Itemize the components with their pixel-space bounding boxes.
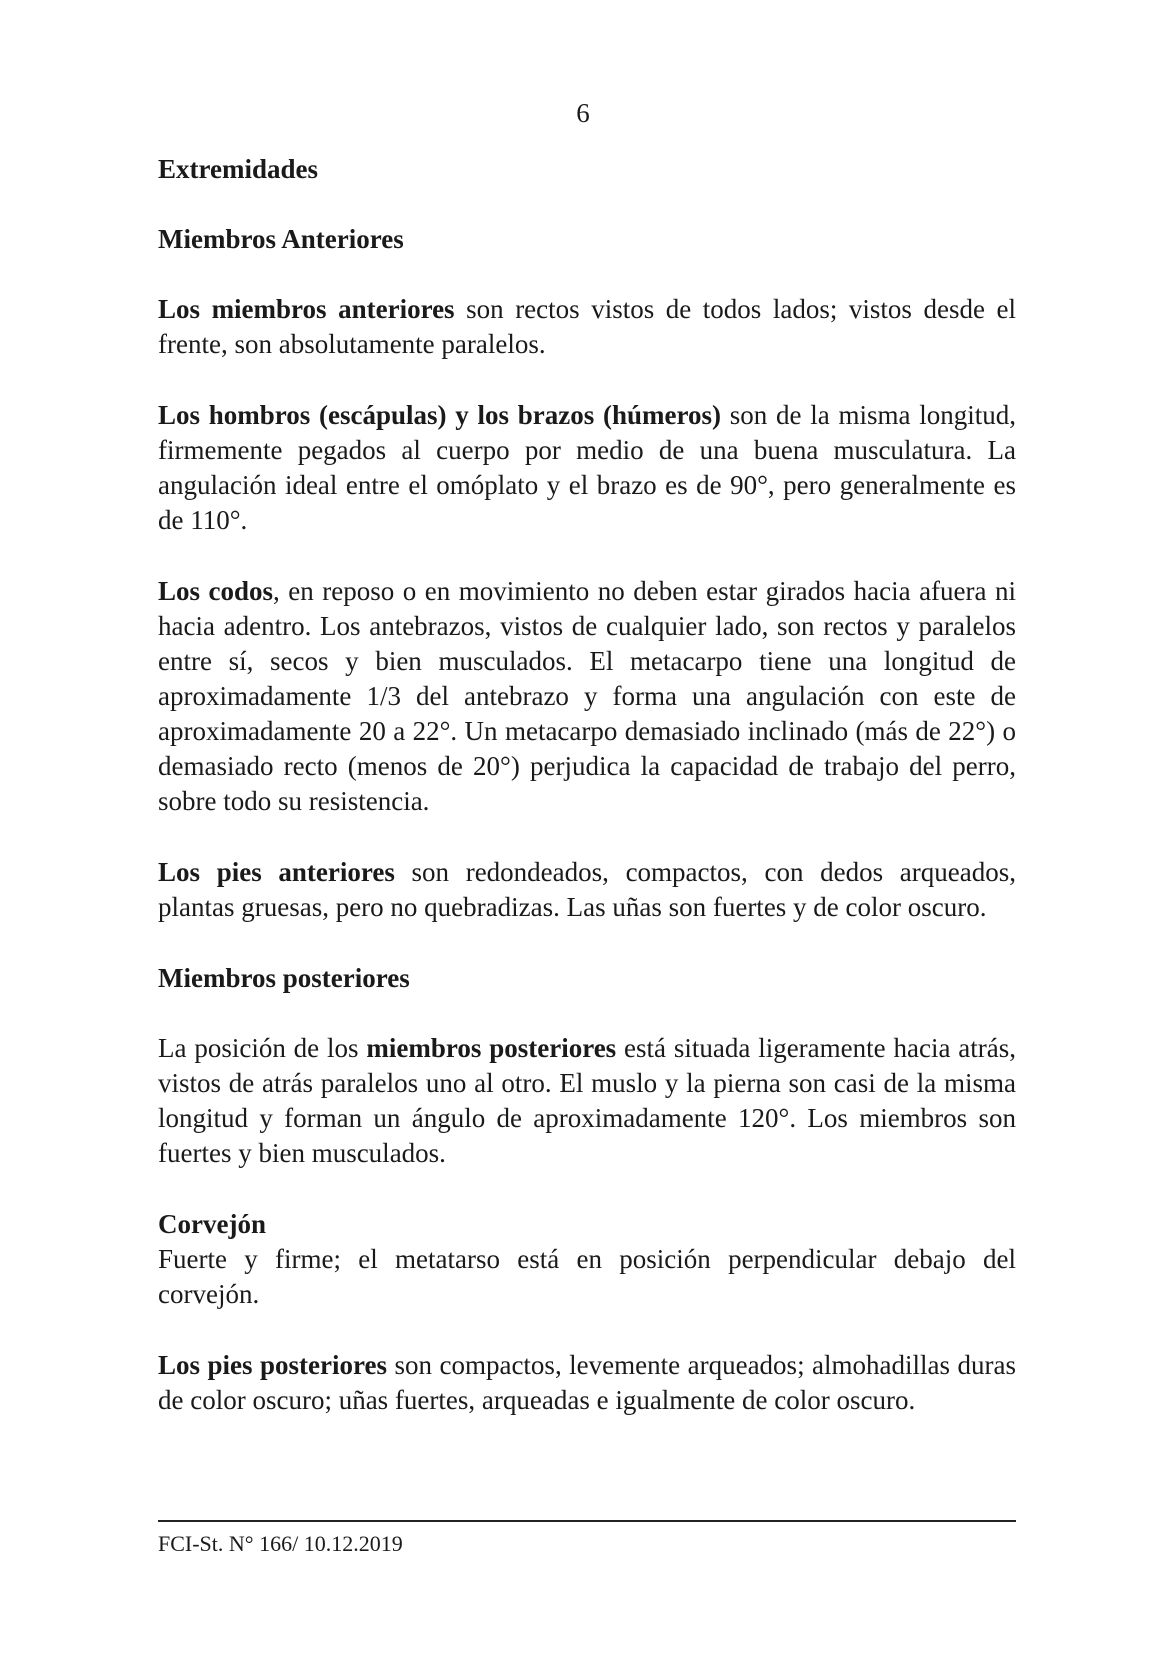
hindfeet-paragraph (158, 1348, 1016, 1418)
forequarters-text: son rectos vistos de todos lados; vistos desde el frente, son absolutamente paralelos. (158, 294, 1016, 359)
elbows-text: , en reposo o en movimiento no deben estar girados hacia afuera ni hacia adentro. Los antebrazos, vistos de cualquier lado, son rectos y paralelos entre sí, secos y bien musculados. El metacarpo tiene una longitud de aproximadamente 1/3 del antebrazo y forma una angulación con este de aproximadamente 20 a 22°. Un metacarpo demasiado inclinado (más de 22°) o demasiado recto (menos de 20°) perjudica la capacidad de trabajo del perro, sobre todo su resistencia. (158, 576, 1017, 816)
forequarters-heading: Miembros Anteriores (158, 224, 404, 254)
forefeet-term: Los pies anteriores (158, 857, 395, 887)
footer-divider (158, 1520, 1016, 1522)
section-title: Extremidades (158, 154, 318, 184)
shoulders-term: Los hombros (escápulas) y los brazos (húmeros) (158, 400, 722, 430)
forequarters-term: Los miembros anteriores (158, 294, 455, 324)
forefeet-paragraph (158, 855, 1016, 925)
footer-reference: FCI-St. N° 166/ 10.12.2019 (158, 1531, 403, 1556)
elbows-term: Los codos (158, 576, 274, 606)
hock-heading: Corvejón (158, 1209, 266, 1239)
hock-paragraph: Fuerte y firme; el metatarso está en posición perpendicular debajo del corvejón. (158, 1244, 1016, 1309)
hindquarters-heading: Miembros posteriores (158, 963, 410, 993)
document-body (158, 152, 1016, 1418)
hindquarters-intro: La posición de los (158, 1033, 367, 1063)
hindquarters-paragraph (158, 1031, 1016, 1171)
page-number: 6 (576, 98, 590, 128)
hindfeet-text: son compactos, levemente arqueados; almohadillas duras de color oscuro; uñas fuertes, arqueadas e igualmente de color oscuro. (158, 1350, 1016, 1415)
hindfeet-term: Los pies posteriores (158, 1350, 387, 1380)
shoulders-paragraph (158, 398, 1016, 538)
hindquarters-term: miembros posteriores (366, 1033, 617, 1063)
elbows-paragraph (158, 574, 1016, 819)
forequarters-paragraph (158, 292, 1016, 362)
hindquarters-text: está situada ligeramente hacia atrás, vistos de atrás paralelos uno al otro. El muslo y la pierna son casi de la misma longitud y forman un ángulo de aproximadamente 120°. Los miembros son fuertes y bien musculados. (158, 1033, 1016, 1168)
forefeet-text: son redondeados, compactos, con dedos arqueados, plantas gruesas, pero no quebradizas. Las uñas son fuertes y de color oscuro. (158, 857, 1016, 922)
shoulders-text: son de la misma longitud, firmemente pegados al cuerpo por medio de una buena musculatura. La angulación ideal entre el omóplato y el brazo es de 90°, pero generalmente es de 110°. (158, 400, 1016, 535)
